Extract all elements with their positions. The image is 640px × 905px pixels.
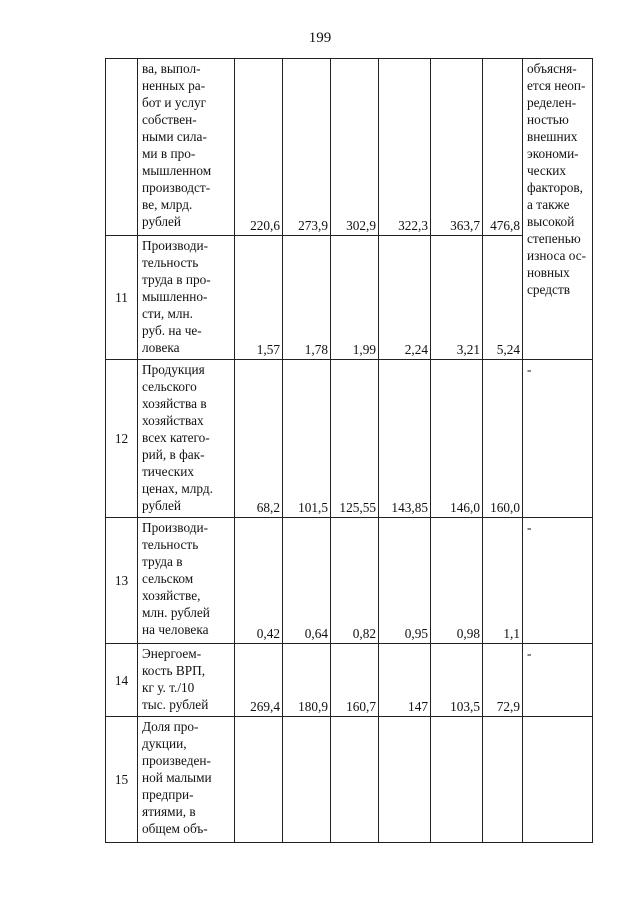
note-cell (523, 717, 593, 843)
value-cell: 0,82 (331, 518, 379, 644)
value-cell: 2,24 (379, 236, 431, 360)
value-cell: 1,57 (235, 236, 283, 360)
value-cell: 0,95 (379, 518, 431, 644)
value-cell: 0,64 (283, 518, 331, 644)
value-cell (235, 717, 283, 843)
value-cell: 269,4 (235, 644, 283, 717)
value-cell: 476,8 (483, 59, 523, 236)
value-cell: 0,42 (235, 518, 283, 644)
value-cell: 180,9 (283, 644, 331, 717)
value-cell: 72,9 (483, 644, 523, 717)
value-cell: 1,1 (483, 518, 523, 644)
indicator-label: Производи- тельность труда в сельском хозяйстве, млн. рублей на человека (138, 518, 235, 644)
value-cell: 3,21 (431, 236, 483, 360)
value-cell: 363,7 (431, 59, 483, 236)
note-cell: - (523, 644, 593, 717)
indicator-label: Производи- тельность труда в про- мышленно- сти, млн. руб. на че- ловека (138, 236, 235, 360)
table-row (106, 360, 593, 518)
indicator-label: ва, выпол- ненных ра- бот и услуг собствен- ными сила- ми в про- мышленном производст- ве, млрд. рублей (138, 59, 235, 236)
value-cell: 1,99 (331, 236, 379, 360)
table-row (106, 717, 593, 843)
value-cell (379, 717, 431, 843)
row-number: 13 (106, 518, 138, 644)
value-cell: 322,3 (379, 59, 431, 236)
value-cell (283, 717, 331, 843)
indicators-table (105, 58, 593, 843)
value-cell: 103,5 (431, 644, 483, 717)
table-row (106, 518, 593, 644)
value-cell (331, 717, 379, 843)
note-cell: - (523, 360, 593, 518)
row-number: 15 (106, 717, 138, 843)
value-cell: 302,9 (331, 59, 379, 236)
value-cell: 146,0 (431, 360, 483, 518)
row-number: 11 (106, 236, 138, 360)
value-cell: 68,2 (235, 360, 283, 518)
note-cell: объясня- ется неоп- ределен- ностью внешних экономи- ческих факторов, а также высокой степенью износа ос- новных средств (523, 59, 593, 360)
row-number: 12 (106, 360, 138, 518)
value-cell: 220,6 (235, 59, 283, 236)
row-number: 14 (106, 644, 138, 717)
indicator-label: Продукция сельского хозяйства в хозяйствах всех катего- рий, в фак- тических ценах, млрд. рублей (138, 360, 235, 518)
value-cell: 0,98 (431, 518, 483, 644)
value-cell: 125,55 (331, 360, 379, 518)
value-cell: 101,5 (283, 360, 331, 518)
table-row (106, 59, 593, 236)
value-cell: 5,24 (483, 236, 523, 360)
value-cell: 160,7 (331, 644, 379, 717)
page-number: 199 (308, 30, 332, 46)
value-cell: 160,0 (483, 360, 523, 518)
table-row (106, 644, 593, 717)
note-cell: - (523, 518, 593, 644)
indicator-label: Энергоем- кость ВРП, кг у. т./10 тыс. рублей (138, 644, 235, 717)
value-cell: 1,78 (283, 236, 331, 360)
row-number (106, 59, 138, 236)
value-cell: 147 (379, 644, 431, 717)
table-row (106, 236, 593, 360)
value-cell: 273,9 (283, 59, 331, 236)
value-cell: 143,85 (379, 360, 431, 518)
indicator-label: Доля про- дукции, произведен- ной малыми предпри- ятиями, в общем объ- (138, 717, 235, 843)
value-cell (431, 717, 483, 843)
value-cell (483, 717, 523, 843)
